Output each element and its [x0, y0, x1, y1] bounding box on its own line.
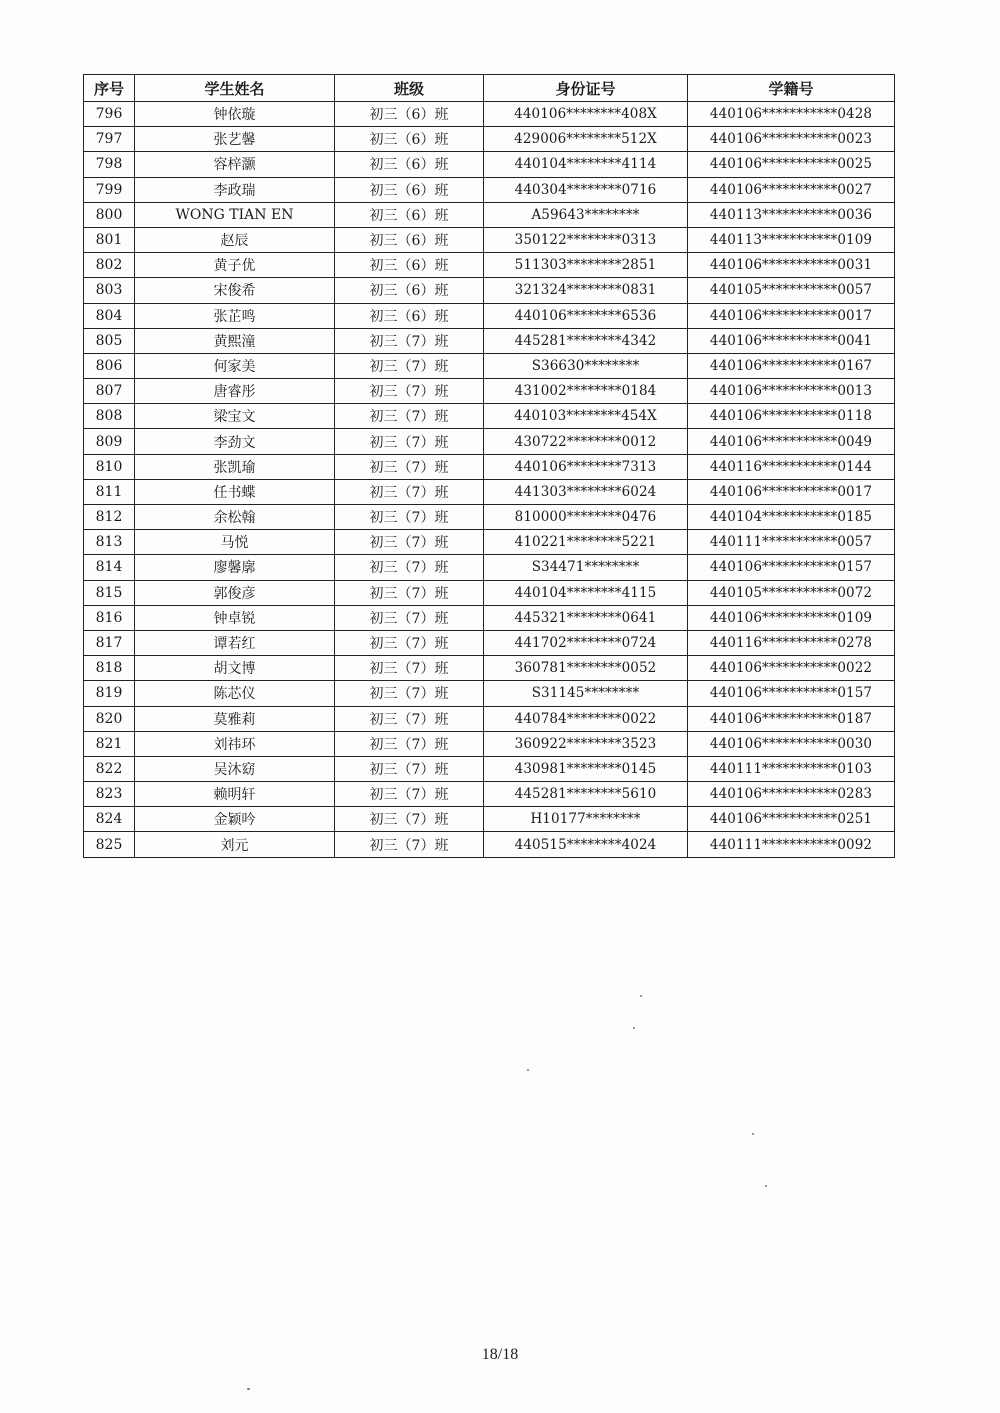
- cell-id-number: 440784********0022: [484, 706, 688, 731]
- table-row: [84, 479, 895, 504]
- cell-student-name: WONG TIAN EN: [135, 202, 335, 227]
- cell-student-name: 李劲文: [135, 429, 335, 454]
- table-body: [84, 102, 895, 858]
- cell-class: 初三（7）班: [335, 731, 484, 756]
- cell-student-number: 440116***********0144: [688, 454, 895, 479]
- scan-speck: [527, 1069, 529, 1071]
- cell-student-name: 何家美: [135, 353, 335, 378]
- cell-class: 初三（7）班: [335, 505, 484, 530]
- table-row: [84, 152, 895, 177]
- cell-index: 796: [84, 102, 135, 127]
- cell-student-number: 440106***********0023: [688, 127, 895, 152]
- cell-student-number: 440106***********0167: [688, 353, 895, 378]
- cell-class: 初三（6）班: [335, 152, 484, 177]
- header-row: [84, 75, 895, 102]
- cell-class: 初三（7）班: [335, 782, 484, 807]
- cell-student-number: 440106***********0283: [688, 782, 895, 807]
- cell-index: 815: [84, 580, 135, 605]
- cell-student-number: 440106***********0017: [688, 303, 895, 328]
- cell-id-number: 360781********0052: [484, 656, 688, 681]
- cell-id-number: 410221********5221: [484, 530, 688, 555]
- table-row: [84, 580, 895, 605]
- cell-id-number: 350122********0313: [484, 227, 688, 252]
- table-row: [84, 353, 895, 378]
- cell-class: 初三（6）班: [335, 177, 484, 202]
- cell-id-number: 445321********0641: [484, 605, 688, 630]
- cell-student-name: 黄子优: [135, 253, 335, 278]
- cell-student-number: 440106***********0109: [688, 605, 895, 630]
- cell-class: 初三（6）班: [335, 227, 484, 252]
- table-row: [84, 656, 895, 681]
- table-header: [84, 75, 895, 102]
- cell-class: 初三（7）班: [335, 832, 484, 857]
- cell-id-number: 810000********0476: [484, 505, 688, 530]
- table-row: [84, 278, 895, 303]
- cell-index: 822: [84, 756, 135, 781]
- table-row: [84, 379, 895, 404]
- cell-id-number: 431002********0184: [484, 379, 688, 404]
- cell-student-number: 440105***********0072: [688, 580, 895, 605]
- cell-student-name: 张艺馨: [135, 127, 335, 152]
- scan-speck: [752, 1133, 754, 1135]
- scan-speck: [633, 1027, 635, 1029]
- cell-student-number: 440106***********0022: [688, 656, 895, 681]
- cell-id-number: 440103********454X: [484, 404, 688, 429]
- cell-student-number: 440104***********0185: [688, 505, 895, 530]
- cell-id-number: 445281********5610: [484, 782, 688, 807]
- cell-class: 初三（7）班: [335, 681, 484, 706]
- cell-class: 初三（7）班: [335, 630, 484, 655]
- table-row: [84, 731, 895, 756]
- cell-student-name: 郭俊彦: [135, 580, 335, 605]
- cell-student-name: 宋俊希: [135, 278, 335, 303]
- cell-index: 821: [84, 731, 135, 756]
- cell-id-number: 440515********4024: [484, 832, 688, 857]
- cell-student-number: 440106***********0031: [688, 253, 895, 278]
- cell-index: 802: [84, 253, 135, 278]
- cell-class: 初三（7）班: [335, 756, 484, 781]
- cell-id-number: 440104********4115: [484, 580, 688, 605]
- cell-student-name: 任书蝶: [135, 479, 335, 504]
- cell-id-number: S34471********: [484, 555, 688, 580]
- cell-class: 初三（7）班: [335, 555, 484, 580]
- cell-student-number: 440116***********0278: [688, 630, 895, 655]
- table-row: [84, 102, 895, 127]
- cell-student-name: 莫雅莉: [135, 706, 335, 731]
- cell-id-number: 511303********2851: [484, 253, 688, 278]
- cell-id-number: 440304********0716: [484, 177, 688, 202]
- table-row: [84, 630, 895, 655]
- header-class: 班级: [335, 75, 484, 102]
- cell-index: 800: [84, 202, 135, 227]
- cell-student-number: 440111***********0103: [688, 756, 895, 781]
- cell-class: 初三（6）班: [335, 278, 484, 303]
- cell-index: 808: [84, 404, 135, 429]
- cell-student-number: 440106***********0041: [688, 328, 895, 353]
- cell-class: 初三（7）班: [335, 605, 484, 630]
- cell-student-name: 李政瑞: [135, 177, 335, 202]
- cell-student-name: 黄熙潼: [135, 328, 335, 353]
- cell-index: 823: [84, 782, 135, 807]
- cell-index: 797: [84, 127, 135, 152]
- student-roster-table: [83, 74, 895, 858]
- cell-class: 初三（7）班: [335, 353, 484, 378]
- cell-student-name: 钟依璇: [135, 102, 335, 127]
- cell-class: 初三（7）班: [335, 479, 484, 504]
- header-id-number: 身份证号: [484, 75, 688, 102]
- cell-class: 初三（7）班: [335, 404, 484, 429]
- cell-student-number: 440106***********0118: [688, 404, 895, 429]
- cell-id-number: 321324********0831: [484, 278, 688, 303]
- cell-student-number: 440106***********0013: [688, 379, 895, 404]
- cell-student-number: 440106***********0025: [688, 152, 895, 177]
- cell-student-number: 440111***********0092: [688, 832, 895, 857]
- table-row: [84, 555, 895, 580]
- cell-id-number: 440106********408X: [484, 102, 688, 127]
- cell-student-name: 唐睿彤: [135, 379, 335, 404]
- cell-student-name: 张凯瑜: [135, 454, 335, 479]
- cell-id-number: A59643********: [484, 202, 688, 227]
- cell-class: 初三（7）班: [335, 580, 484, 605]
- cell-index: 818: [84, 656, 135, 681]
- cell-student-name: 陈芯仪: [135, 681, 335, 706]
- cell-student-name: 吴沐窈: [135, 756, 335, 781]
- cell-index: 809: [84, 429, 135, 454]
- cell-index: 814: [84, 555, 135, 580]
- cell-index: 799: [84, 177, 135, 202]
- cell-student-name: 谭若红: [135, 630, 335, 655]
- cell-index: 806: [84, 353, 135, 378]
- header-student-name: 学生姓名: [135, 75, 335, 102]
- cell-class: 初三（7）班: [335, 656, 484, 681]
- table-row: [84, 505, 895, 530]
- cell-student-name: 刘祎环: [135, 731, 335, 756]
- cell-student-name: 余松翰: [135, 505, 335, 530]
- page-number: 18/18: [481, 1346, 519, 1363]
- cell-student-number: 440106***********0428: [688, 102, 895, 127]
- table-row: [84, 756, 895, 781]
- cell-id-number: 360922********3523: [484, 731, 688, 756]
- cell-id-number: 429006********512X: [484, 127, 688, 152]
- cell-student-number: 440106***********0017: [688, 479, 895, 504]
- table-row: [84, 429, 895, 454]
- cell-id-number: 440106********6536: [484, 303, 688, 328]
- cell-class: 初三（7）班: [335, 530, 484, 555]
- cell-index: 820: [84, 706, 135, 731]
- table-row: [84, 681, 895, 706]
- cell-student-name: 钟卓锐: [135, 605, 335, 630]
- table-row: [84, 782, 895, 807]
- cell-index: 798: [84, 152, 135, 177]
- cell-student-number: 440106***********0187: [688, 706, 895, 731]
- cell-index: 817: [84, 630, 135, 655]
- cell-class: 初三（7）班: [335, 379, 484, 404]
- table-row: [84, 177, 895, 202]
- cell-student-number: 440113***********0109: [688, 227, 895, 252]
- cell-class: 初三（6）班: [335, 303, 484, 328]
- cell-id-number: H10177********: [484, 807, 688, 832]
- cell-class: 初三（7）班: [335, 807, 484, 832]
- cell-class: 初三（6）班: [335, 253, 484, 278]
- cell-id-number: 445281********4342: [484, 328, 688, 353]
- table-row: [84, 253, 895, 278]
- cell-student-number: 440106***********0157: [688, 555, 895, 580]
- cell-id-number: 440106********7313: [484, 454, 688, 479]
- table-row: [84, 454, 895, 479]
- cell-student-name: 刘元: [135, 832, 335, 857]
- cell-student-name: 廖馨廓: [135, 555, 335, 580]
- cell-student-name: 赵辰: [135, 227, 335, 252]
- cell-class: 初三（6）班: [335, 127, 484, 152]
- cell-student-number: 440113***********0036: [688, 202, 895, 227]
- table-row: [84, 530, 895, 555]
- cell-index: 812: [84, 505, 135, 530]
- cell-class: 初三（7）班: [335, 429, 484, 454]
- cell-index: 807: [84, 379, 135, 404]
- table-row: [84, 706, 895, 731]
- table-row: [84, 127, 895, 152]
- cell-index: 801: [84, 227, 135, 252]
- cell-student-name: 赖明轩: [135, 782, 335, 807]
- cell-id-number: 440104********4114: [484, 152, 688, 177]
- cell-student-number: 440106***********0027: [688, 177, 895, 202]
- cell-index: 805: [84, 328, 135, 353]
- cell-index: 813: [84, 530, 135, 555]
- cell-student-number: 440106***********0030: [688, 731, 895, 756]
- cell-student-name: 梁宝文: [135, 404, 335, 429]
- cell-student-number: 440105***********0057: [688, 278, 895, 303]
- cell-id-number: S31145********: [484, 681, 688, 706]
- cell-student-name: 张芷鸣: [135, 303, 335, 328]
- cell-id-number: 441702********0724: [484, 630, 688, 655]
- cell-student-number: 440106***********0049: [688, 429, 895, 454]
- table-row: [84, 832, 895, 857]
- cell-id-number: 441303********6024: [484, 479, 688, 504]
- cell-index: 810: [84, 454, 135, 479]
- cell-index: 811: [84, 479, 135, 504]
- table-row: [84, 404, 895, 429]
- table-row: [84, 328, 895, 353]
- cell-student-name: 金颖吟: [135, 807, 335, 832]
- cell-class: 初三（7）班: [335, 328, 484, 353]
- cell-class: 初三（7）班: [335, 454, 484, 479]
- cell-student-number: 440111***********0057: [688, 530, 895, 555]
- table-row: [84, 202, 895, 227]
- cell-index: 825: [84, 832, 135, 857]
- cell-student-name: 容梓灏: [135, 152, 335, 177]
- header-index: 序号: [84, 75, 135, 102]
- cell-class: 初三（6）班: [335, 202, 484, 227]
- cell-index: 819: [84, 681, 135, 706]
- cell-class: 初三（6）班: [335, 102, 484, 127]
- table-row: [84, 807, 895, 832]
- cell-student-number: 440106***********0157: [688, 681, 895, 706]
- table-row: [84, 227, 895, 252]
- cell-index: 804: [84, 303, 135, 328]
- cell-student-name: 马悦: [135, 530, 335, 555]
- header-student-number: 学籍号: [688, 75, 895, 102]
- cell-id-number: 430722********0012: [484, 429, 688, 454]
- cell-class: 初三（7）班: [335, 706, 484, 731]
- cell-id-number: 430981********0145: [484, 756, 688, 781]
- cell-student-number: 440106***********0251: [688, 807, 895, 832]
- table-row: [84, 303, 895, 328]
- cell-index: 824: [84, 807, 135, 832]
- cell-index: 816: [84, 605, 135, 630]
- scan-speck: [247, 1388, 250, 1390]
- table-row: [84, 605, 895, 630]
- cell-student-name: 胡文博: [135, 656, 335, 681]
- cell-index: 803: [84, 278, 135, 303]
- scan-speck: [640, 995, 642, 997]
- scan-speck: [765, 1185, 767, 1187]
- cell-id-number: S36630********: [484, 353, 688, 378]
